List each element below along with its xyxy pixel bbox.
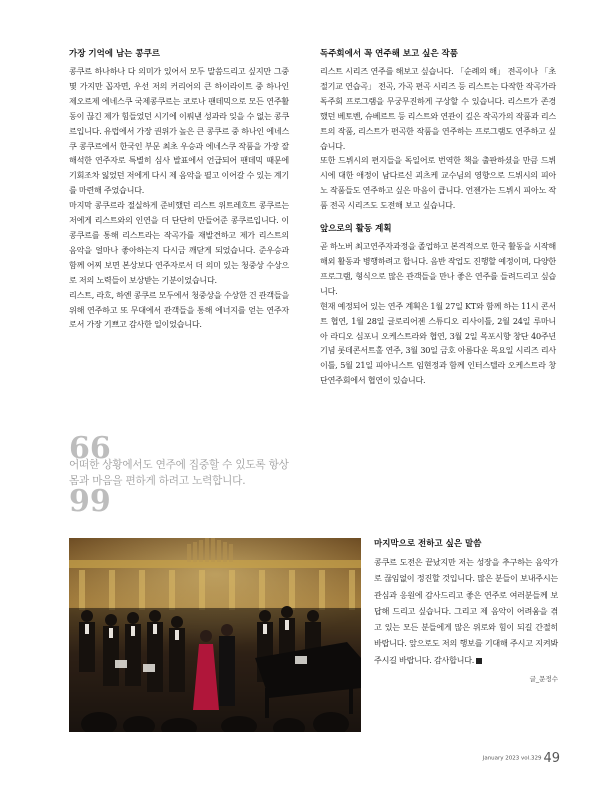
closing-paragraph: 콩쿠르 도전은 끝났지만 저는 성장을 추구하는 음악가로 끊임없이 정진할 것입니다. 많은 분들이 보내주시는 관심과 응원에 감사드리고 좋은 연주로 여러분들께 보답해 드리고 싶습니다. 그리고 제 음악이 어려움을 겪고 있는 모든 분들에게 많은 위로와 힘이 되길 간절히 바랍니다. 앞으로도 저의 행보를 기대해 주시고 지켜봐 주시길 바랍니다. 감사합니다. <box>374 557 558 665</box>
byline: 글_문정수 <box>529 675 558 684</box>
body-paragraph: 리스트 시리즈 연주를 해보고 싶습니다. 「순례의 해」 전곡이나 「초절기교 연습곡」 전곡, 가곡 편곡 시리즈 등 리스트는 다작한 작곡가라 독주회 프로그램을 무궁무진하게 구상할 수 있습니다. 리스트가 존경했던 베토벤, 슈베르트 등 리스트와 연관이 깊은 작곡가의 작품과 리스트의 작품, 리스트가 편곡한 작품을 연주하는 프로그램도 연주하고 싶습니다. <box>320 66 556 151</box>
section-heading-recital-wish: 독주회에서 꼭 연주해 보고 싶은 작품 <box>320 49 458 59</box>
section-heading-future-plans: 앞으로의 활동 계획 <box>320 224 392 235</box>
section-heading-final-words: 마지막으로 전하고 싶은 말씀 <box>374 539 482 549</box>
body-paragraph: 곧 하노버 최고연주자과정을 졸업하고 본격적으로 한국 활동을 시작해 해외 활동과 병행하려고 합니다. 음반 작업도 진행할 예정이며, 다양한 프로그램, 형식으로 많은 관객들을 만나 좋은 연주를 들려드리고 싶습니다. <box>320 241 556 296</box>
body-paragraph: 콩쿠르 하나하나 다 의미가 있어서 모두 말씀드리고 싶지만 그중 몇 가지만 꼽자면, 우선 저의 커리어의 큰 하이라이트 중 하나인 제오르제 에네스쿠 국제콩쿠르는 코로나 팬데믹으로 모든 연주활동이 끊긴 제가 힘들었던 시기에 이뤄낸 성과라 잊을 수 없는 콩쿠르입니다. 유럽에서 가장 권위가 높은 큰 콩쿠르 중 하나인 에네스쿠 콩쿠르에서 한국인 부문 최초 우승과 에네스쿠 작품을 가장 잘 해석한 연주자로 특별히 심사 발표에서 언급되어 팬데믹 때문에 기회조차 잃었던 저에게 다시 제 음악을 펼고 이어갈 수 있는 계기를 마련해 주었습니다. <box>69 66 290 196</box>
open-quote-mark-icon: 66 <box>69 431 111 466</box>
closing-section <box>374 538 558 683</box>
concert-stage-photo <box>69 538 361 732</box>
body-paragraph: 현재 예정되어 있는 연주 계획은 1월 27일 KT와 함께 하는 11시 콘서트 협연, 1월 28일 글로리어젠 스튜디오 리사이틀, 2월 24일 루마니아 라디오 심포니 오케스트라와 협연, 3월 2일 목포시향 창단 40주년 기념 롯데콘서트홀 연주, 3월 30일 금호 아름다운 목요일 시리즈 리사이틀, 5월 21일 피아니스트 임현정과 함께 인터스텔라 오케스트라 창단연주회에서 협연이 있습니다. <box>320 300 556 386</box>
body-paragraph: 마지막 콩쿠르라 절실하게 준비했던 리스트 위트레흐트 콩쿠르는 저에게 리스트와의 인연을 더 단단히 만들어준 콩쿠르입니다. 이 콩쿠르를 통해 리스트라는 작곡가를 재발견하고 제가 리스트의 음악을 얼마나 좋아하는지 다시금 깨닫게 되었습니다. 준우승과 함께 어찌 보면 본상보다 연주자로서 더 의미 있는 청중상 수상으로 저의 노력들이 보상받는 기분이었습니다. <box>69 200 289 285</box>
end-mark-icon <box>476 658 482 664</box>
close-quote-mark-icon: 99 <box>69 484 111 519</box>
page-footer <box>480 748 560 768</box>
section-heading-memorable-competition: 가장 기억에 남는 콩쿠르 <box>69 49 160 59</box>
pull-quote <box>69 431 299 528</box>
pull-quote-text: 어떠한 상황에서도 연주에 집중할 수 있도록 항상 몸과 마음을 편하게 하려고 노력합니다. <box>69 459 289 487</box>
left-column <box>69 48 289 332</box>
issue-label: January 2023 vol.329 <box>482 755 542 762</box>
right-column <box>320 48 556 388</box>
page-number: 49 <box>543 751 560 766</box>
body-paragraph: 또한 드뷔시의 편지들을 독일어로 번역한 책을 출판하셨을 만큼 드뷔시에 대한 애정이 남다르신 괴츠케 교수님의 영향으로 드뷔시의 피아노 작품들도 연주하고 싶은 마음이 큽니다. 언젠가는 드뷔시 피아노 작품 전곡 시리즈도 도전해 보고 싶습니다. <box>320 155 556 211</box>
body-paragraph: 리스트, 라흐, 하엔 콩쿠르 모두에서 청중상을 수상한 건 관객들을 위해 연주하고 또 무대에서 관객들을 통해 에너지를 얻는 연주자로서 가장 기쁘고 감사한 일이었습니다. <box>69 289 290 330</box>
